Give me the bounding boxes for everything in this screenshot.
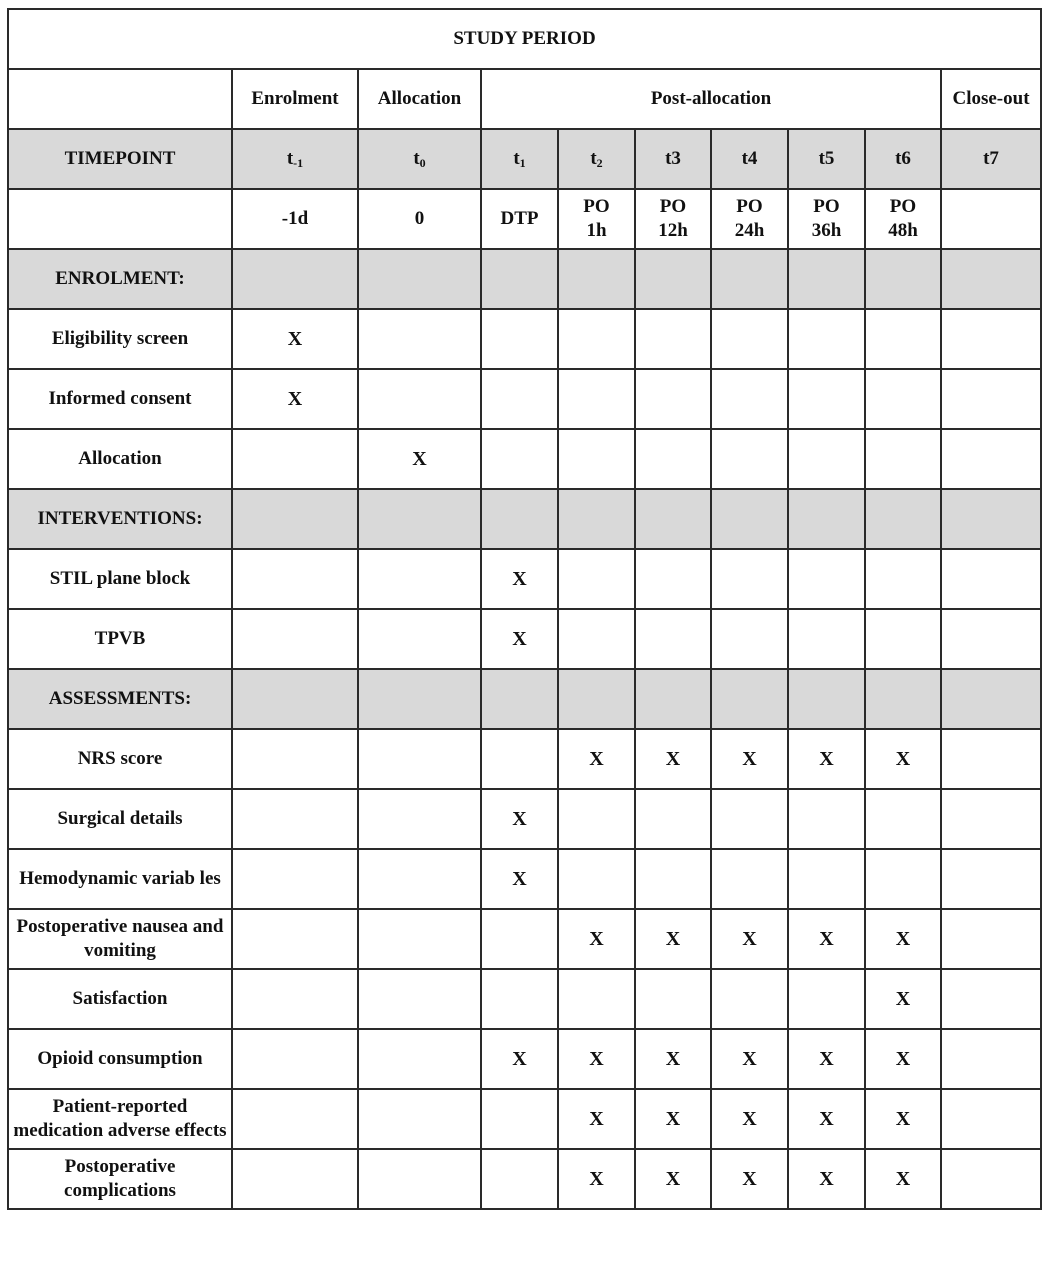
x-mark-cell: X <box>558 1029 635 1089</box>
timepoint-subscript: 1 <box>519 156 526 170</box>
empty-cell <box>788 429 865 489</box>
x-mark-cell: X <box>711 1149 788 1209</box>
timepoint-base: t6 <box>895 148 911 170</box>
x-mark-cell: X <box>481 849 558 909</box>
time-value-cell <box>941 189 1041 249</box>
timepoint-cell <box>865 129 941 189</box>
empty-cell <box>635 969 711 1029</box>
empty-cell <box>711 549 788 609</box>
timepoint-subscript: 2 <box>596 156 603 170</box>
schedule-row <box>8 549 1041 609</box>
timepoint-base: t7 <box>983 148 999 170</box>
empty-cell <box>558 309 635 369</box>
time-value-line1: 0 <box>414 208 425 230</box>
empty-cell <box>358 789 481 849</box>
x-mark-cell: X <box>358 429 481 489</box>
section-heading-fill <box>558 489 635 549</box>
empty-cell <box>358 729 481 789</box>
empty-cell <box>558 849 635 909</box>
empty-cell <box>865 609 941 669</box>
time-value-line1: PO <box>736 196 763 218</box>
x-mark-cell: X <box>558 1149 635 1209</box>
section-heading-fill <box>358 669 481 729</box>
empty-cell <box>941 1029 1041 1089</box>
x-mark-cell: X <box>865 1089 941 1149</box>
section-heading-fill <box>635 669 711 729</box>
timepoint-cell <box>481 129 558 189</box>
x-mark-cell: X <box>865 909 941 969</box>
phase-row <box>8 69 1041 129</box>
empty-cell <box>358 609 481 669</box>
time-value-line2: 48h <box>888 220 918 241</box>
timepoint-subscript: -1 <box>293 156 304 170</box>
x-mark-cell: X <box>865 969 941 1029</box>
x-mark-cell: X <box>481 1029 558 1089</box>
empty-cell <box>941 909 1041 969</box>
empty-cell <box>635 309 711 369</box>
empty-cell <box>232 789 358 849</box>
timepoint-subscript: 0 <box>419 156 426 170</box>
section-heading-fill <box>941 489 1041 549</box>
empty-cell <box>711 369 788 429</box>
empty-cell <box>788 309 865 369</box>
timepoint-base: t <box>286 148 294 169</box>
timepoint-base: t3 <box>665 148 681 170</box>
x-mark-cell: X <box>788 1089 865 1149</box>
phase-blank-cell <box>8 69 232 129</box>
empty-cell <box>358 369 481 429</box>
timepoint-label: TIMEPOINT <box>8 129 232 189</box>
x-mark-cell: X <box>635 729 711 789</box>
x-mark-cell: X <box>788 1029 865 1089</box>
time-value-cell <box>635 189 711 249</box>
empty-cell <box>865 309 941 369</box>
time-value-cell <box>232 189 358 249</box>
x-mark-cell: X <box>635 909 711 969</box>
empty-cell <box>558 369 635 429</box>
section-heading-row <box>8 489 1041 549</box>
section-heading-fill <box>558 249 635 309</box>
empty-cell <box>558 429 635 489</box>
section-heading-fill <box>941 669 1041 729</box>
time-values-blank <box>8 189 232 249</box>
x-mark-cell: X <box>635 1089 711 1149</box>
x-mark-cell: X <box>558 909 635 969</box>
empty-cell <box>358 1029 481 1089</box>
empty-cell <box>865 549 941 609</box>
schedule-row <box>8 1089 1041 1149</box>
empty-cell <box>941 369 1041 429</box>
section-heading-fill <box>232 669 358 729</box>
schedule-row <box>8 1029 1041 1089</box>
timepoint-row <box>8 129 1041 189</box>
empty-cell <box>711 789 788 849</box>
empty-cell <box>941 549 1041 609</box>
empty-cell <box>635 849 711 909</box>
x-mark-cell: X <box>788 1149 865 1209</box>
empty-cell <box>558 549 635 609</box>
x-mark-cell: X <box>865 1149 941 1209</box>
row-label: Informed consent <box>8 369 232 429</box>
empty-cell <box>358 549 481 609</box>
time-value-line2: 36h <box>811 220 842 241</box>
x-mark-cell: X <box>558 1089 635 1149</box>
empty-cell <box>711 309 788 369</box>
time-value-cell <box>558 189 635 249</box>
schedule-row <box>8 1149 1041 1209</box>
empty-cell <box>711 849 788 909</box>
x-mark-cell: X <box>481 789 558 849</box>
empty-cell <box>232 609 358 669</box>
schedule-row <box>8 429 1041 489</box>
phase-enrolment: Enrolment <box>232 69 358 129</box>
section-heading-fill <box>711 669 788 729</box>
empty-cell <box>635 549 711 609</box>
empty-cell <box>788 369 865 429</box>
section-heading-fill <box>358 249 481 309</box>
timepoint-cell <box>711 129 788 189</box>
x-mark-cell: X <box>232 369 358 429</box>
empty-cell <box>232 969 358 1029</box>
schedule-row <box>8 849 1041 909</box>
empty-cell <box>865 789 941 849</box>
empty-cell <box>865 429 941 489</box>
empty-cell <box>232 429 358 489</box>
empty-cell <box>941 849 1041 909</box>
x-mark-cell: X <box>635 1149 711 1209</box>
schedule-row <box>8 609 1041 669</box>
empty-cell <box>481 1149 558 1209</box>
section-heading-row <box>8 669 1041 729</box>
time-value-line1: PO <box>889 196 917 218</box>
timepoint-cell <box>358 129 481 189</box>
row-label: Satisfaction <box>8 969 232 1029</box>
time-value-cell <box>865 189 941 249</box>
time-value-line2: 24h <box>734 220 765 241</box>
section-heading-fill <box>788 669 865 729</box>
section-heading-fill <box>558 669 635 729</box>
spirit-schedule-table <box>7 8 1042 1210</box>
timepoint-cell <box>232 129 358 189</box>
empty-cell <box>941 729 1041 789</box>
timepoint-cell <box>558 129 635 189</box>
schedule-row <box>8 969 1041 1029</box>
section-heading-fill <box>481 249 558 309</box>
x-mark-cell: X <box>481 549 558 609</box>
section-heading-fill <box>358 489 481 549</box>
timepoint-cell <box>788 129 865 189</box>
section-heading-fill <box>635 489 711 549</box>
time-value-line1: -1d <box>281 208 309 230</box>
empty-cell <box>558 969 635 1029</box>
empty-cell <box>711 969 788 1029</box>
x-mark-cell: X <box>865 729 941 789</box>
schedule-row <box>8 909 1041 969</box>
empty-cell <box>358 1149 481 1209</box>
section-heading-fill <box>635 249 711 309</box>
timepoint-base: t <box>590 148 597 169</box>
section-heading-fill <box>711 489 788 549</box>
x-mark-cell: X <box>232 309 358 369</box>
phase-allocation: Allocation <box>358 69 481 129</box>
row-label: STIL plane block <box>8 549 232 609</box>
x-mark-cell: X <box>711 729 788 789</box>
empty-cell <box>232 729 358 789</box>
empty-cell <box>865 849 941 909</box>
empty-cell <box>232 1089 358 1149</box>
time-value-cell <box>711 189 788 249</box>
schedule-row <box>8 369 1041 429</box>
schedule-row <box>8 729 1041 789</box>
empty-cell <box>941 789 1041 849</box>
section-heading-fill <box>481 669 558 729</box>
empty-cell <box>358 909 481 969</box>
empty-cell <box>941 609 1041 669</box>
empty-cell <box>865 369 941 429</box>
time-value-cell <box>481 189 558 249</box>
x-mark-cell: X <box>635 1029 711 1089</box>
row-label: Surgical details <box>8 789 232 849</box>
section-heading-fill <box>232 249 358 309</box>
section-heading-fill <box>711 249 788 309</box>
row-label: Opioid consumption <box>8 1029 232 1089</box>
time-value-line1: PO <box>659 196 687 218</box>
time-value-line1: PO <box>813 196 840 218</box>
empty-cell <box>481 429 558 489</box>
time-value-line2: 12h <box>658 220 688 241</box>
timepoint-base: t <box>413 148 420 169</box>
empty-cell <box>635 789 711 849</box>
empty-cell <box>481 1089 558 1149</box>
time-value-line1: DTP <box>500 208 539 230</box>
section-heading-fill <box>788 249 865 309</box>
empty-cell <box>481 309 558 369</box>
empty-cell <box>788 549 865 609</box>
timepoint-base: t <box>513 148 520 169</box>
timepoint-base: t5 <box>818 148 835 170</box>
x-mark-cell: X <box>865 1029 941 1089</box>
time-value-cell <box>788 189 865 249</box>
timepoint-cell <box>941 129 1041 189</box>
empty-cell <box>358 309 481 369</box>
schedule-row <box>8 309 1041 369</box>
empty-cell <box>481 909 558 969</box>
section-heading-fill <box>865 669 941 729</box>
row-label: Eligibility screen <box>8 309 232 369</box>
row-label: Allocation <box>8 429 232 489</box>
empty-cell <box>941 1089 1041 1149</box>
row-label: Postoperative nausea and vomiting <box>8 909 232 969</box>
x-mark-cell: X <box>481 609 558 669</box>
empty-cell <box>232 849 358 909</box>
x-mark-cell: X <box>711 1089 788 1149</box>
schedule-row <box>8 789 1041 849</box>
section-heading-fill <box>865 249 941 309</box>
empty-cell <box>635 369 711 429</box>
empty-cell <box>558 609 635 669</box>
time-value-line1: PO <box>583 196 610 218</box>
section-heading-fill <box>481 489 558 549</box>
empty-cell <box>635 609 711 669</box>
row-label: NRS score <box>8 729 232 789</box>
time-value-cell <box>358 189 481 249</box>
timepoint-base: t4 <box>741 148 758 170</box>
section-heading: ENROLMENT: <box>8 249 232 309</box>
timepoint-cell <box>635 129 711 189</box>
empty-cell <box>232 549 358 609</box>
empty-cell <box>788 789 865 849</box>
empty-cell <box>232 909 358 969</box>
empty-cell <box>941 309 1041 369</box>
x-mark-cell: X <box>788 909 865 969</box>
empty-cell <box>358 1089 481 1149</box>
empty-cell <box>788 849 865 909</box>
empty-cell <box>941 1149 1041 1209</box>
section-heading: INTERVENTIONS: <box>8 489 232 549</box>
row-label: Patient-reported medication adverse effects <box>8 1089 232 1149</box>
x-mark-cell: X <box>711 909 788 969</box>
time-values-row <box>8 189 1041 249</box>
empty-cell <box>358 969 481 1029</box>
empty-cell <box>635 429 711 489</box>
section-heading-fill <box>941 249 1041 309</box>
empty-cell <box>711 609 788 669</box>
x-mark-cell: X <box>711 1029 788 1089</box>
time-value-line2: 1h <box>586 220 607 241</box>
empty-cell <box>558 789 635 849</box>
empty-cell <box>481 969 558 1029</box>
row-label: Hemodynamic variab les <box>8 849 232 909</box>
phase-close-out: Close-out <box>941 69 1041 129</box>
section-heading-fill <box>788 489 865 549</box>
empty-cell <box>788 969 865 1029</box>
empty-cell <box>232 1029 358 1089</box>
empty-cell <box>481 729 558 789</box>
section-heading: ASSESSMENTS: <box>8 669 232 729</box>
section-heading-row <box>8 249 1041 309</box>
empty-cell <box>941 429 1041 489</box>
title-row <box>8 9 1041 69</box>
empty-cell <box>788 609 865 669</box>
empty-cell <box>711 429 788 489</box>
row-label: TPVB <box>8 609 232 669</box>
study-period-title: STUDY PERIOD <box>8 9 1041 69</box>
x-mark-cell: X <box>558 729 635 789</box>
x-mark-cell: X <box>788 729 865 789</box>
section-heading-fill <box>865 489 941 549</box>
empty-cell <box>232 1149 358 1209</box>
section-heading-fill <box>232 489 358 549</box>
row-label: Postoperative complications <box>8 1149 232 1209</box>
empty-cell <box>358 849 481 909</box>
empty-cell <box>941 969 1041 1029</box>
phase-post-allocation: Post-allocation <box>481 69 941 129</box>
empty-cell <box>481 369 558 429</box>
